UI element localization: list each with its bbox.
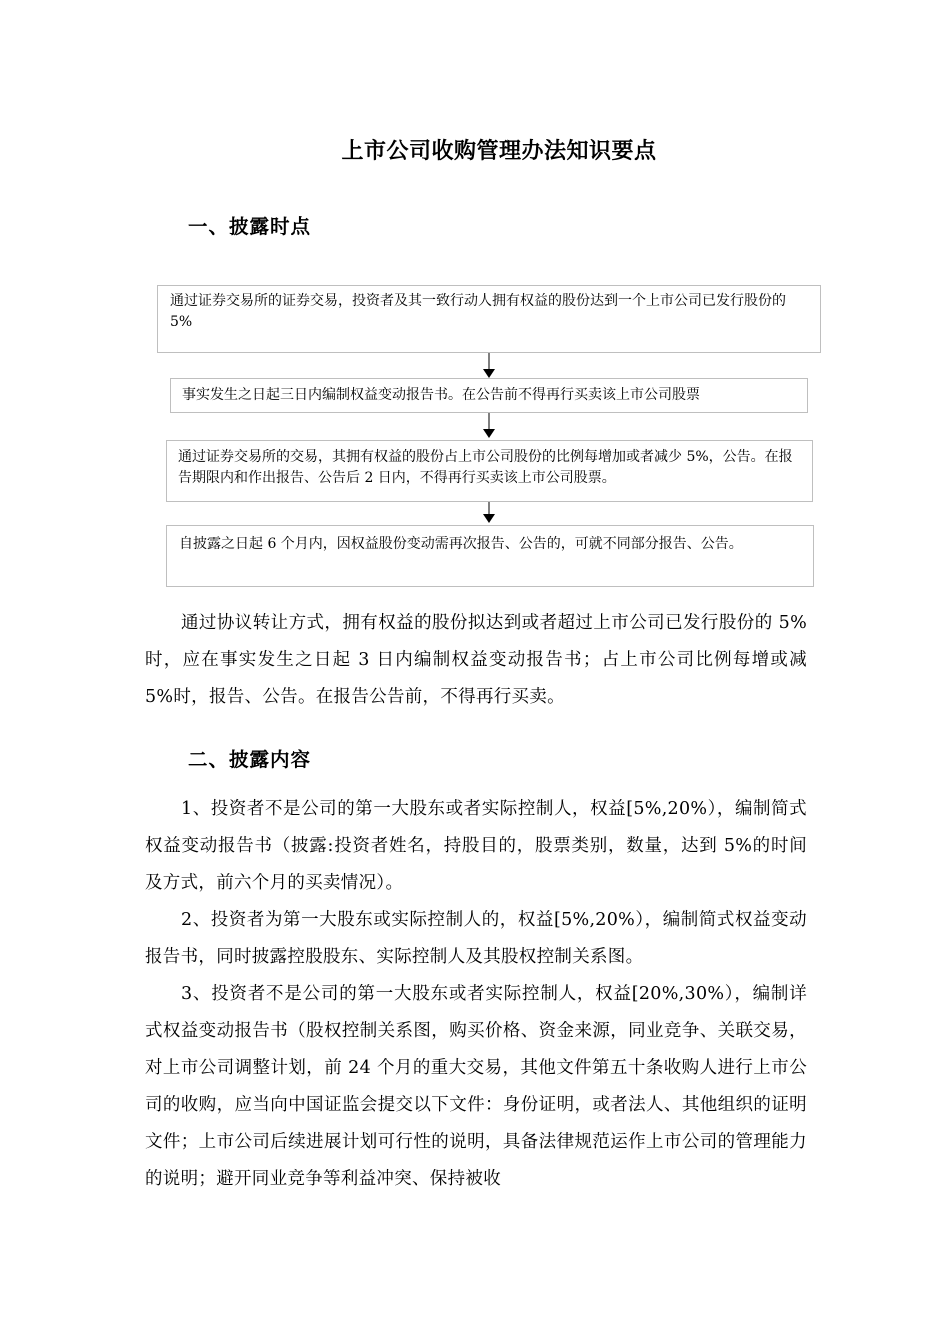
flow-box-2 (170, 378, 808, 413)
flow-box-4-text: 自披露之日起 6 个月内，因权益股份变动需再次报告、公告的，可就不同部分报告、公告。 (179, 536, 743, 552)
agreement-transfer-paragraph: 通过协议转让方式，拥有权益的股份拟达到或者超过上市公司已发行股份的 5%时，应在事实发生之日起 3 日内编制权益变动报告书；占上市公司比例每增或减 5%时，报告、公告。在报告公告前，不得再行买卖。 (145, 613, 807, 707)
content-paragraph-3: 3、投资者不是公司的第一大股东或者实际控制人，权益[20%,30%），编制详式权益变动报告书（股权控制关系图，购买价格、资金来源，同业竞争、关联交易，对上市公司调整计划，前 24 个月的重大交易，其他文件第五十条收购人进行上市公司的收购，应当向中国证监会提交以下文件：身份证明，或者法人、其他组织的证明文件；上市公司后续进展计划可行性的说明，具备法律规范运作上市公司的管理能力的说明；避开同业竞争等利益冲突、保持被收 (145, 984, 807, 1189)
flow-connector-1 (488, 353, 490, 370)
arrow-down-icon (483, 369, 495, 378)
arrow-down-icon (483, 429, 495, 438)
flow-connector-2 (488, 413, 490, 430)
section-heading-disclosure-content: 二、披露内容 (188, 748, 312, 771)
document-title: 上市公司收购管理办法知识要点 (341, 139, 657, 164)
flow-box-3-text: 通过证券交易所的交易，其拥有权益的股份占上市公司股份的比例每增加或者减少 5%，公告。在报告期限内和作出报告、公告后 2 日内，不得再行买卖该上市公司股票。 (178, 449, 793, 486)
flow-box-2-text: 事实发生之日起三日内编制权益变动报告书。在公告前不得再行买卖该上市公司股票 (182, 387, 700, 403)
flow-box-4 (166, 525, 814, 587)
arrow-down-icon (483, 514, 495, 523)
flow-box-3 (166, 440, 813, 502)
content-paragraph-2: 2、投资者为第一大股东或实际控制人的，权益[5%,20%），编制简式权益变动报告书，同时披露控股股东、实际控制人及其股权控制关系图。 (145, 910, 807, 967)
flow-box-1 (157, 285, 821, 353)
content-paragraph-1: 1、投资者不是公司的第一大股东或者实际控制人，权益[5%,20%），编制简式权益变动报告书（披露:投资者姓名，持股目的，股票类别，数量，达到 5%的时间及方式，前六个月的买卖情况）。 (145, 799, 807, 893)
section-heading-disclosure-timing: 一、披露时点 (188, 215, 312, 238)
flow-box-1-text: 通过证券交易所的证券交易，投资者及其一致行动人拥有权益的股份达到一个上市公司已发行股份的 5% (170, 293, 786, 330)
